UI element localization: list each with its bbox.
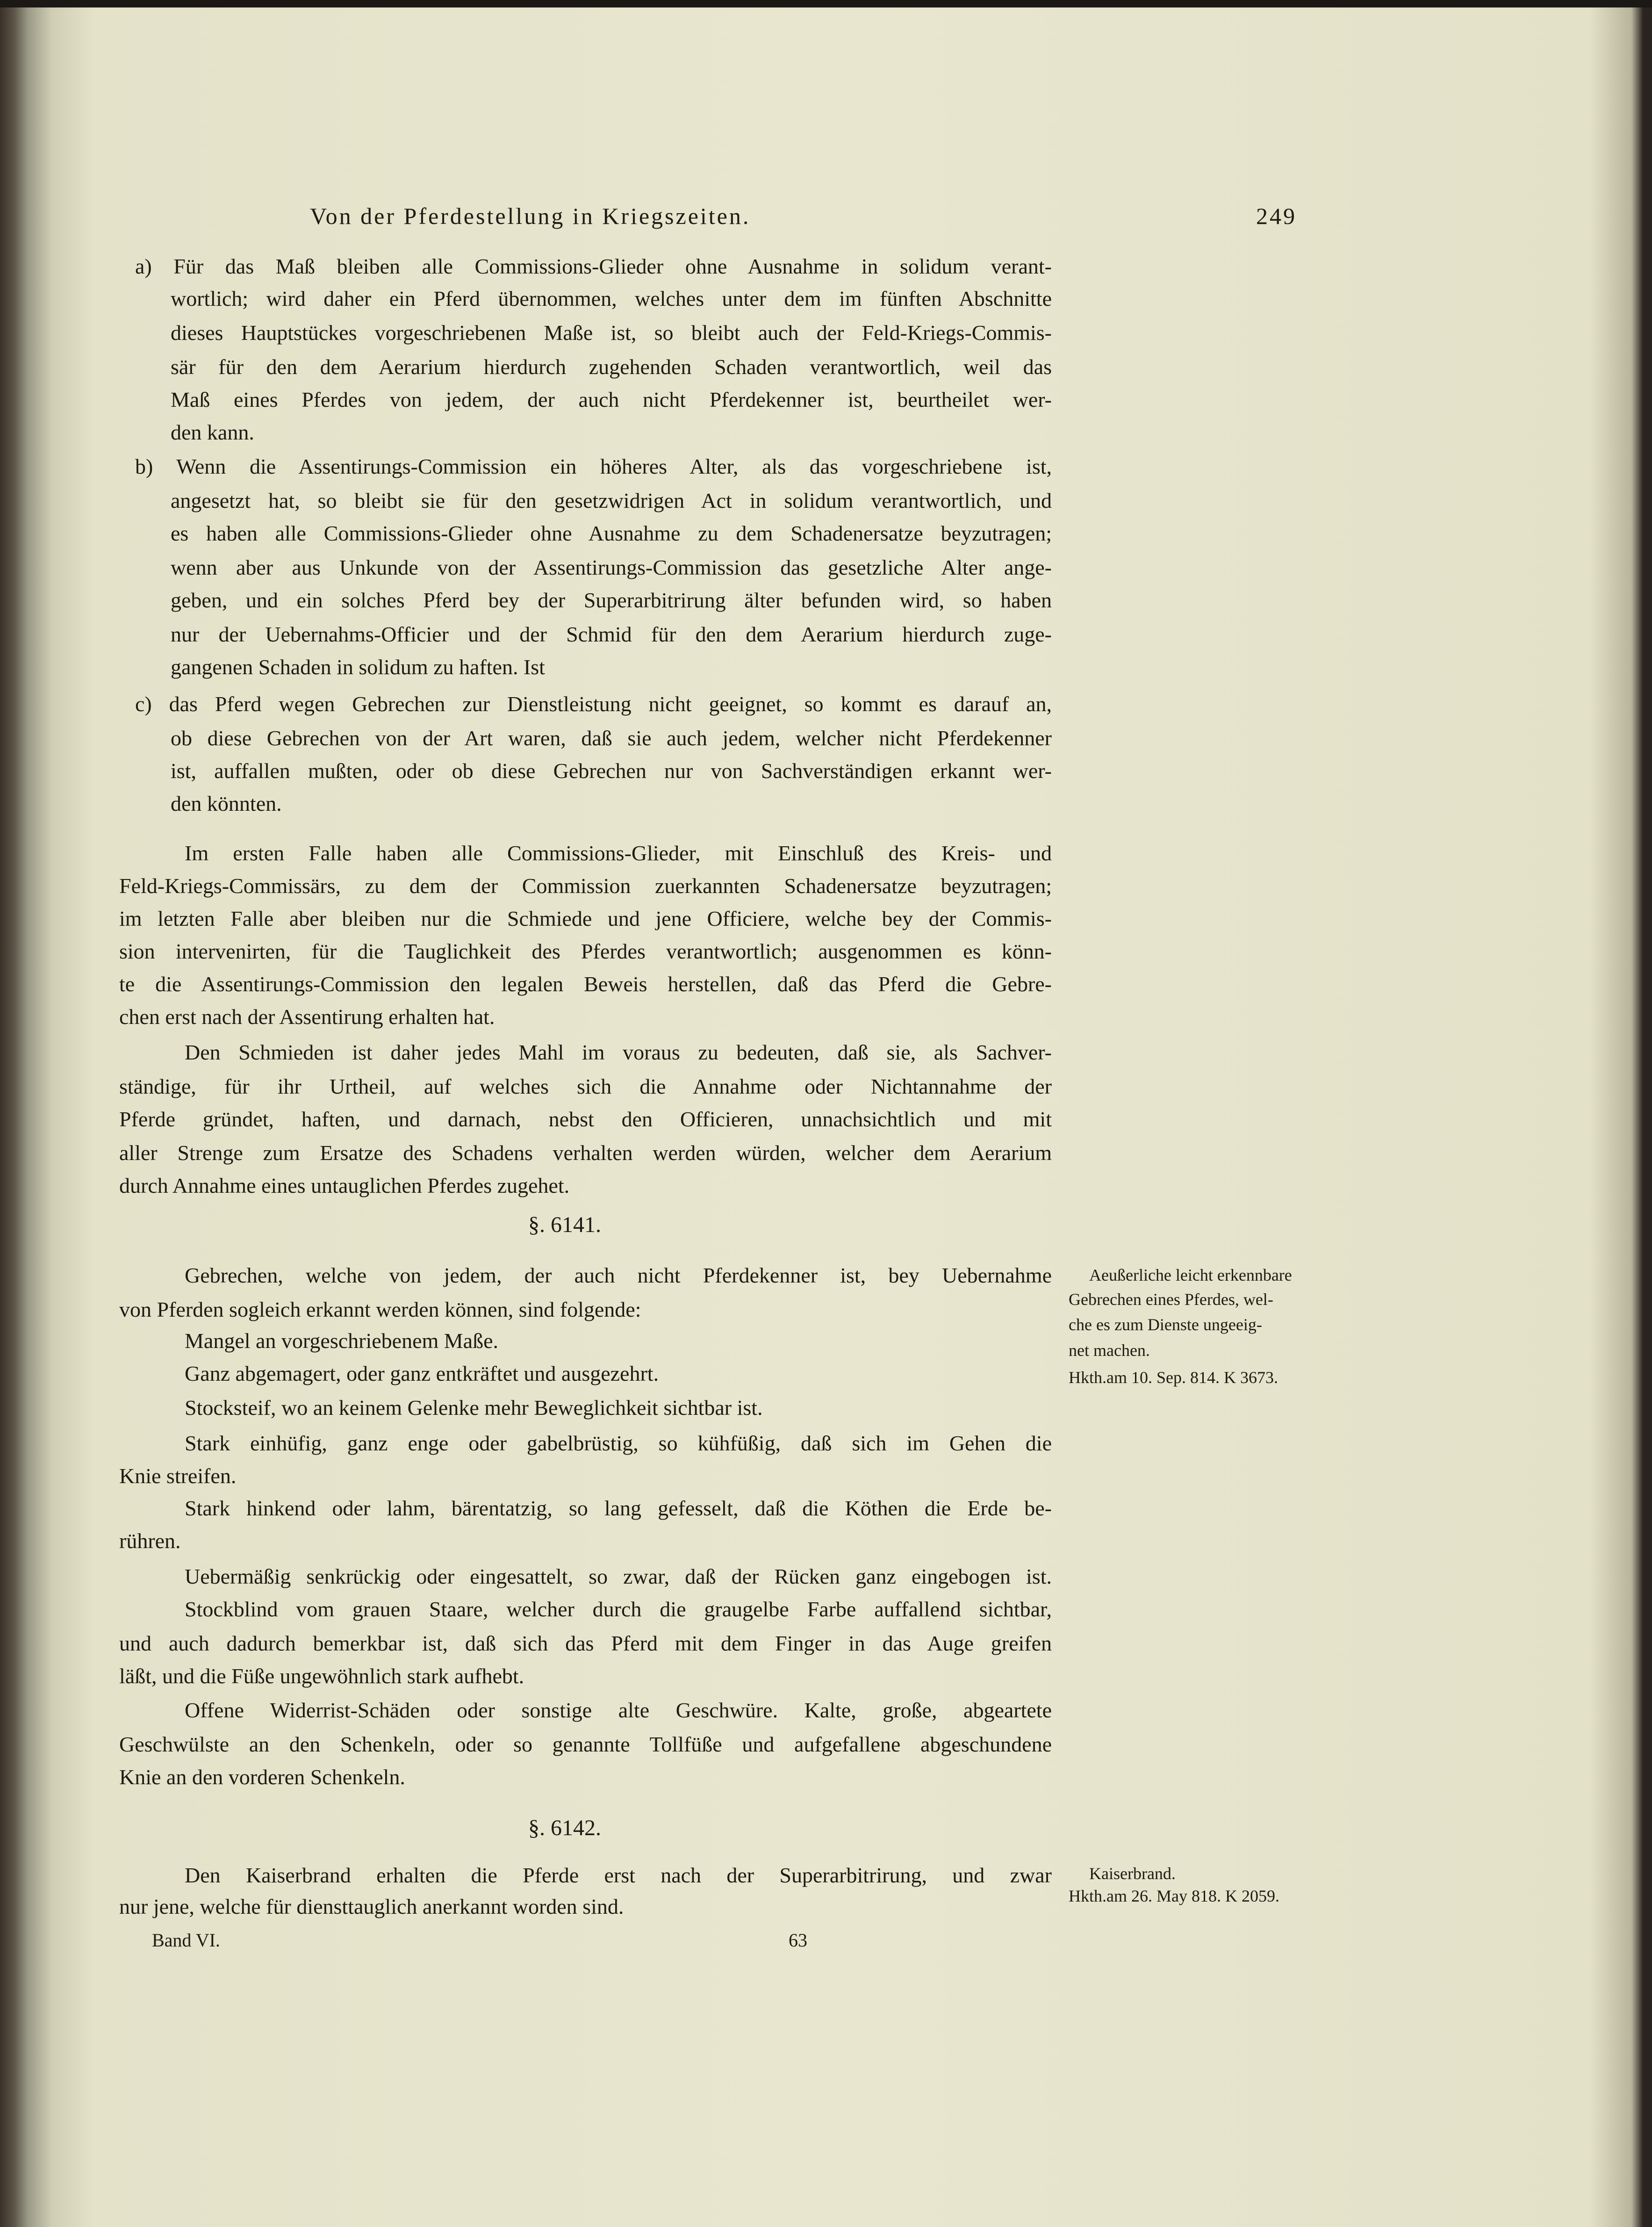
text-line: Feld-Kriegs-Commissärs, zu dem der Commission zuerkannten Schadenersatze beyzutragen; (119, 874, 1052, 898)
text-line: Den Schmieden ist daher jedes Mahl im voraus zu bedeuten, daß sie, als Sachver- (185, 1040, 1052, 1064)
text-line: wortlich; wird daher ein Pferd übernommen, welches unter dem im fünften Abschnitte (171, 287, 1052, 310)
text-line: es haben alle Commissions-Glieder ohne Ausnahme zu dem Schadenersatze beyzutragen; (171, 521, 1052, 545)
footer-signature: 63 (789, 1930, 807, 1951)
margin-note-line: Hkth.am 26. May 818. K 2059. (1069, 1887, 1279, 1905)
text-line: Den Kaiserbrand erhalten die Pferde erst nach der Superarbitrirung, und zwar (185, 1863, 1052, 1887)
text-line: Stocksteif, wo an keinem Gelenke mehr Beweglichkeit sichtbar ist. (185, 1396, 763, 1420)
text-line: Offene Widerrist-Schäden oder sonstige alte Geschwüre. Kalte, große, abgeartete (185, 1698, 1052, 1722)
text-line: Stark hinkend oder lahm, bärentatzig, so lang gefesselt, daß die Köthen die Erde be- (185, 1496, 1052, 1520)
text-line: wenn aber aus Unkunde von der Assentirungs-Commission das gesetzliche Alter ange- (171, 555, 1052, 579)
section-heading-6142: §. 6142. (528, 1816, 601, 1840)
text-line: ständige, für ihr Urtheil, auf welches sich die Annahme oder Nichtannahme der (119, 1074, 1052, 1098)
text-line: Knie streifen. (119, 1464, 237, 1488)
text-line: im letzten Falle aber bleiben nur die Schmiede und jene Officiere, welche bey der Commis- (119, 907, 1052, 930)
text-line: läßt, und die Füße ungewöhnlich stark aufhebt. (119, 1664, 524, 1688)
running-header-title: Von der Pferdestellung in Kriegszeiten. (310, 203, 751, 229)
text-line: ist, auffallen mußten, oder ob diese Gebrechen nur von Sachverständigen erkannt wer- (171, 759, 1052, 783)
text-line: Knie an den vorderen Schenkeln. (119, 1765, 405, 1789)
text-line: den könnten. (171, 792, 282, 815)
margin-note-line: Aeußerliche leicht erkennbare (1089, 1266, 1292, 1284)
text-line: sion intervenirten, für die Tauglichkeit des Pferdes verantwortlich; ausgenommen es könn- (119, 939, 1052, 963)
text-line: Uebermäßig senkrückig oder eingesattelt, so zwar, daß der Rücken ganz eingebogen ist. (185, 1564, 1052, 1588)
text-line: dieses Hauptstückes vorgeschriebenen Maße ist, so bleibt auch der Feld-Kriegs-Commis- (171, 321, 1052, 345)
margin-note-line: net machen. (1069, 1341, 1150, 1360)
text-line: Im ersten Falle haben alle Commissions-Glieder, mit Einschluß des Kreis- und (185, 841, 1052, 865)
scan-top-edge (0, 0, 1652, 7)
text-line: sär für den dem Aerarium hierdurch zugehenden Schaden verantwortlich, weil das (171, 355, 1052, 379)
margin-note-line: che es zum Dienste ungeeig- (1069, 1315, 1262, 1334)
text-line: den kann. (171, 420, 254, 444)
text-line: und auch dadurch bemerkbar ist, daß sich das Pferd mit dem Finger in das Auge greifen (119, 1631, 1052, 1655)
text-line: a) Für das Maß bleiben alle Commissions-Glieder ohne Ausnahme in solidum verant- (135, 254, 1052, 278)
text-line: ob diese Gebrechen von der Art waren, daß sie auch jedem, welcher nicht Pferdekenner (171, 726, 1052, 750)
text-line: angesetzt hat, so bleibt sie für den gesetzwidrigen Act in solidum verantwortlich, und (171, 489, 1052, 512)
text-line: Stark einhüfig, ganz enge oder gabelbrüstig, so kühfüßig, daß sich im Gehen die (185, 1431, 1052, 1455)
text-line: chen erst nach der Assentirung erhalten hat. (119, 1005, 495, 1029)
text-line: nur der Uebernahms-Officier und der Schmid für den dem Aerarium hierdurch zuge- (171, 622, 1052, 646)
text-line: Pferde gründet, haften, und darnach, nebst den Officieren, unnachsichtlich und mit (119, 1107, 1052, 1131)
footer-volume: Band VI. (152, 1930, 220, 1951)
text-line: gangenen Schaden in solidum zu haften. Ist (171, 655, 545, 679)
margin-note-line: Hkth.am 10. Sep. 814. K 3673. (1069, 1368, 1278, 1387)
text-line: durch Annahme eines untauglichen Pferdes zugehet. (119, 1174, 570, 1197)
text-line: c) das Pferd wegen Gebrechen zur Dienstleistung nicht geeignet, so kommt es darauf an, (135, 692, 1052, 716)
text-line: aller Strenge zum Ersatze des Schadens verhalten werden würden, welcher dem Aerarium (119, 1141, 1052, 1165)
margin-note-line: Kaiserbrand. (1089, 1864, 1176, 1883)
text-line: Gebrechen, welche von jedem, der auch nicht Pferdekenner ist, bey Uebernahme (185, 1263, 1052, 1287)
text-line: Mangel an vorgeschriebenem Maße. (185, 1329, 499, 1353)
page-number: 249 (1256, 203, 1297, 229)
section-heading-6141: §. 6141. (528, 1212, 601, 1237)
text-line: Stockblind vom grauen Staare, welcher durch die graugelbe Farbe auffallend sichtbar, (185, 1597, 1052, 1621)
margin-note-line: Gebrechen eines Pferdes, wel- (1069, 1290, 1273, 1309)
text-line: von Pferden sogleich erkannt werden können, sind folgende: (119, 1297, 641, 1321)
text-line: geben, und ein solches Pferd bey der Superarbitrirung älter befunden wird, so haben (171, 588, 1052, 612)
text-line: rühren. (119, 1529, 181, 1553)
text-line: te die Assentirungs-Commission den legalen Beweis herstellen, daß das Pferd die Gebre- (119, 972, 1052, 996)
text-line: Ganz abgemagert, oder ganz entkräftet und ausgezehrt. (185, 1362, 659, 1385)
text-line: b) Wenn die Assentirungs-Commission ein höheres Alter, als das vorgeschriebene ist, (135, 454, 1052, 478)
text-line: nur jene, welche für diensttauglich anerkannt worden sind. (119, 1895, 624, 1918)
text-line: Maß eines Pferdes von jedem, der auch nicht Pferdekenner ist, beurtheilet wer- (171, 388, 1052, 411)
text-line: Geschwülste an den Schenkeln, oder so genannte Tollfüße und aufgefallene abgeschundene (119, 1732, 1052, 1756)
